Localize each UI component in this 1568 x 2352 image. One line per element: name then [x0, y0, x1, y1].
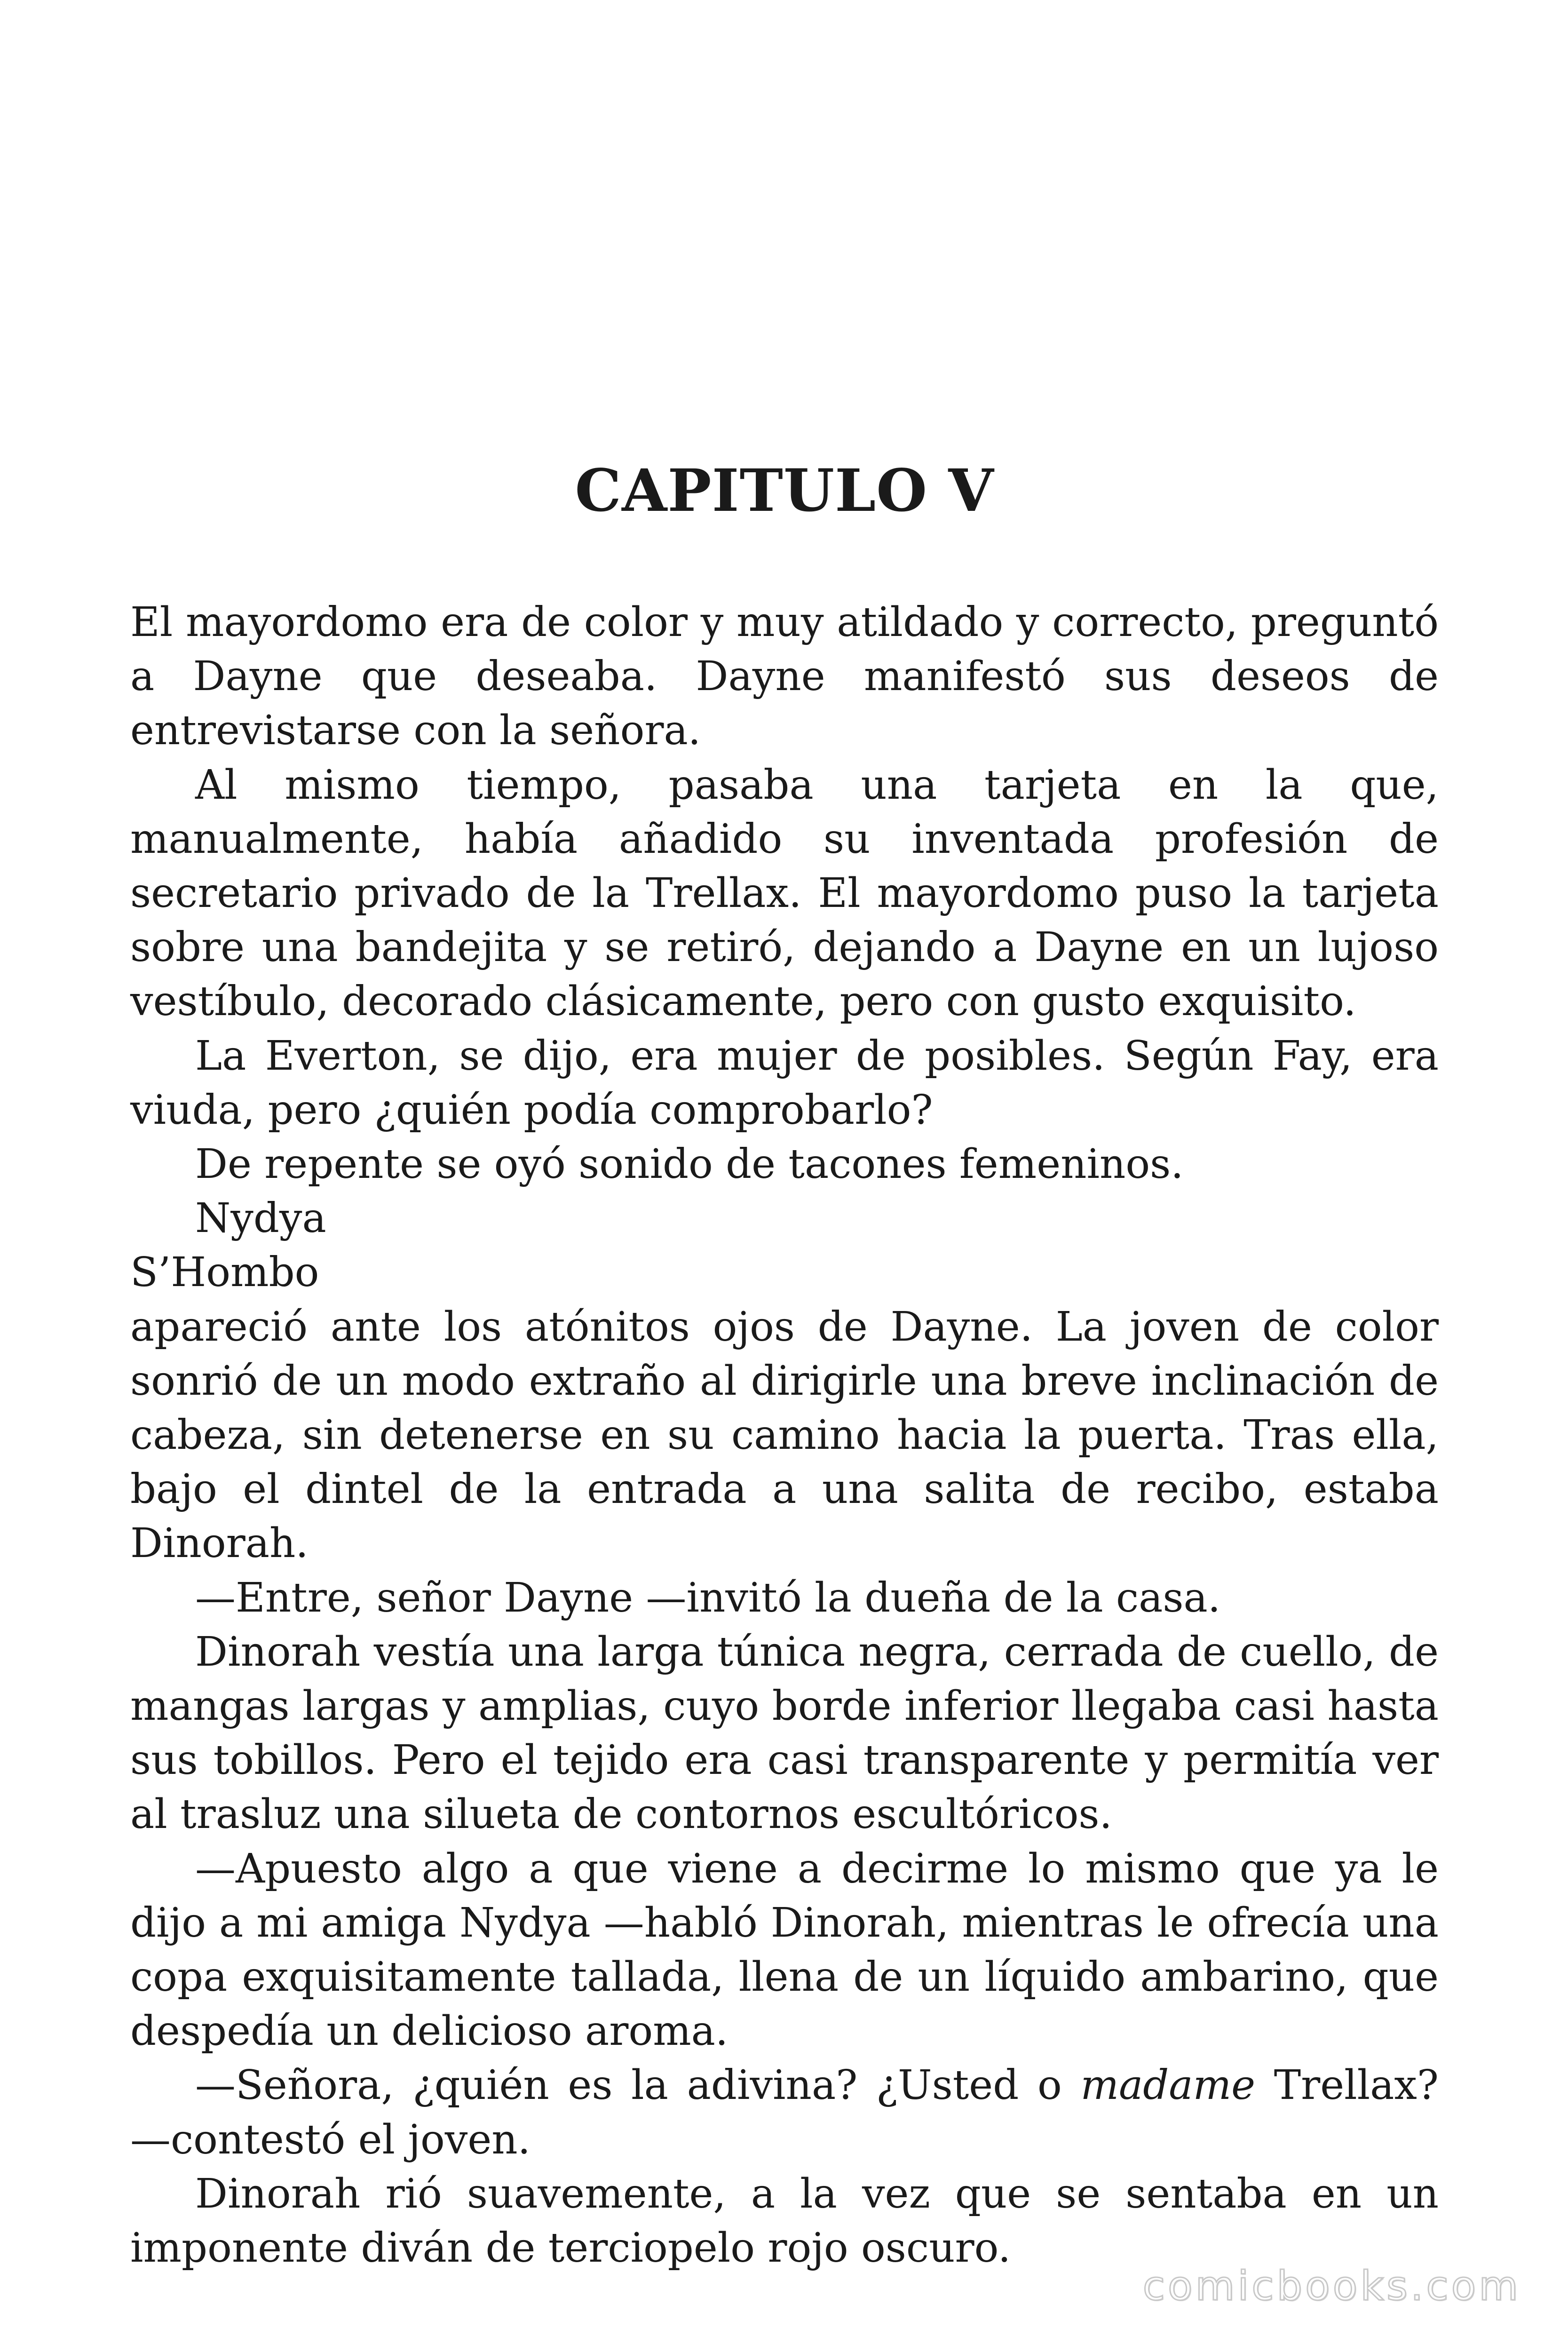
paragraph	[130, 2058, 1439, 2167]
paragraph: Dinorah rió suavemente, a la vez que se sentaba en un imponente diván de terciopelo rojo oscuro.	[130, 2170, 1439, 2272]
paragraph: —Apuesto algo a que viene a decirme lo mismo que ya le dijo a mi amiga Nydya —habló Dinorah, mientras le ofrecía una copa exquisitamente tallada, llena de un líquido ambarino, que despedía un delicioso aroma.	[130, 1845, 1439, 2055]
paragraph: Al mismo tiempo, pasaba una tarjeta en la que, manualmente, había añadido su inventada profesión de secretario privado de la Trellax. El mayordomo puso la tarjeta sobre una bandejita y se retiró, dejando a Dayne en un lujoso vestíbulo, decorado clásicamente, pero con gusto exquisito.	[130, 761, 1439, 1025]
paragraph: apareció ante los atónitos ojos de Dayne. La joven de color sonrió de un modo extraño al dirigirle una breve inclinación de cabeza, sin detenerse en su camino hacia la puerta. Tras ella, bajo el dintel de la entrada a una salita de recibo, estaba Dinorah.	[130, 1303, 1439, 1567]
paragraph-text-before: —Señora, ¿quién es la adivina? ¿Usted o	[195, 2062, 1081, 2109]
chapter-title: CAPITULO V	[575, 457, 994, 525]
paragraph: Dinorah vestía una larga túnica negra, cerrada de cuello, de mangas largas y amplias, cuyo borde inferior llegaba casi hasta sus tobillos. Pero el tejido era casi transparente y permitía ver al trasluz una silueta de contornos escultóricos.	[130, 1628, 1439, 1838]
emphasis-text: madame	[1080, 2062, 1256, 2109]
book-page	[130, 0, 1439, 2352]
paragraph: Nydya	[195, 1195, 326, 1242]
paragraph: —Entre, señor Dayne —invitó la dueña de la casa.	[195, 1574, 1221, 1621]
paragraph-text-after: Trellax? —contestó el joven.	[130, 2062, 1439, 2163]
paragraph: S’Hombo	[130, 1249, 319, 1296]
paragraph: La Everton, se dijo, era mujer de posibles. Según Fay, era viuda, pero ¿quién podía comprobarlo?	[130, 1032, 1439, 1134]
paragraph: De repente se oyó sonido de tacones femeninos.	[195, 1141, 1184, 1188]
paragraph: El mayordomo era de color y muy atildado y correcto, preguntó a Dayne que deseaba. Dayne manifestó sus deseos de entrevistarse con la señora.	[130, 599, 1439, 755]
watermark: comicbooks.com	[1142, 2263, 1521, 2310]
chapter-body	[130, 596, 1439, 2275]
